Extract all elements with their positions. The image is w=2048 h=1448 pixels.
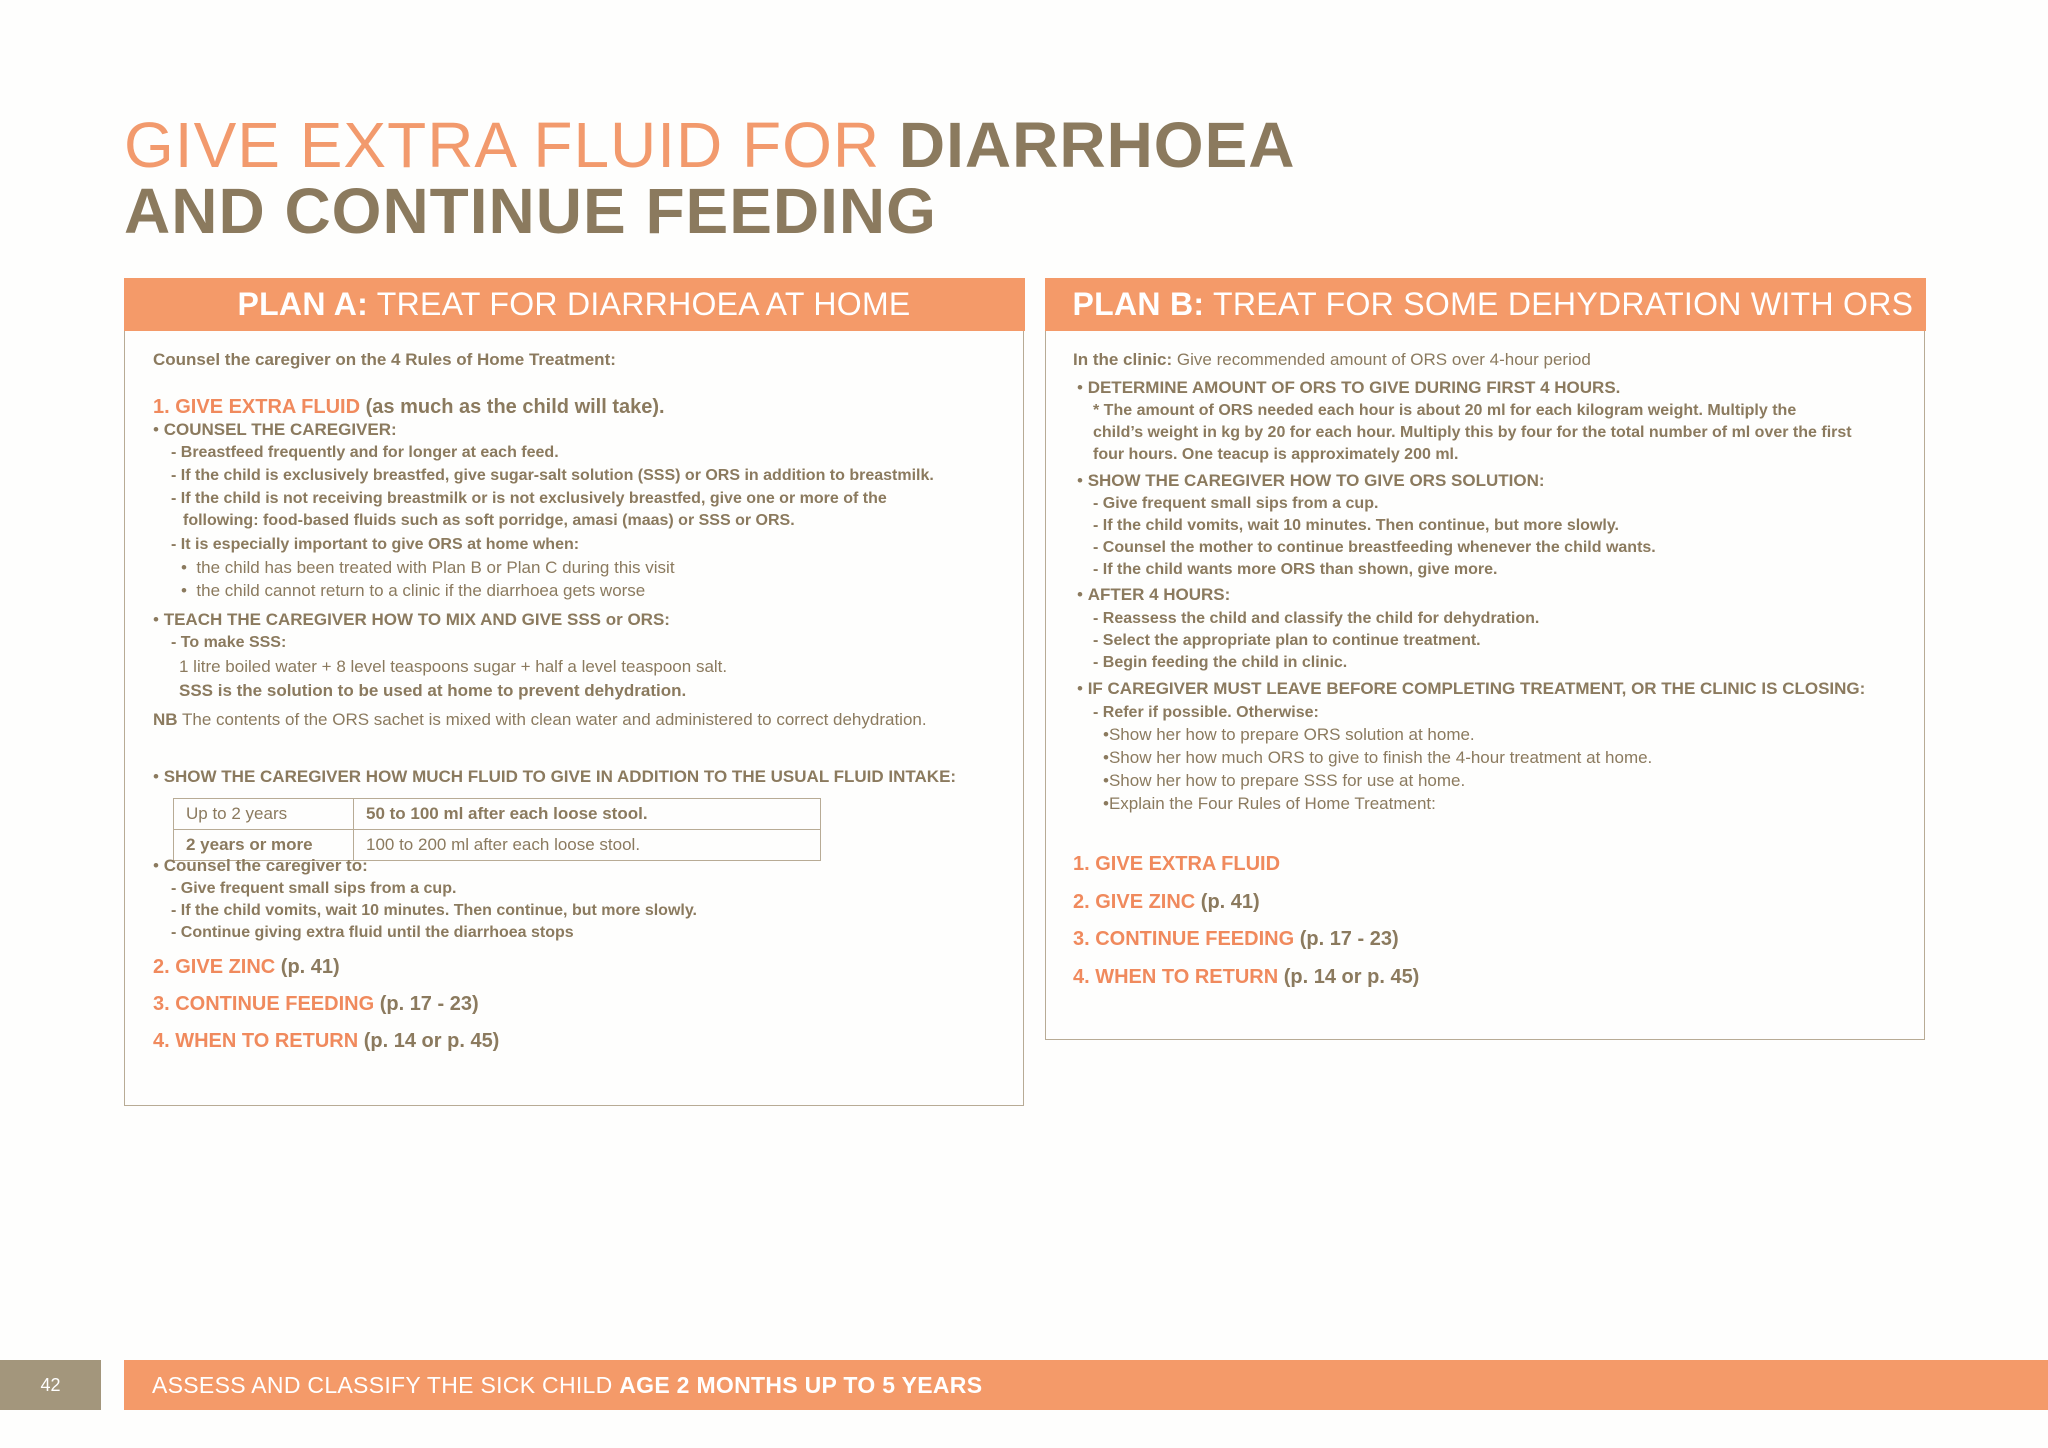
nb-label: NB: [153, 710, 178, 729]
amount-cell: 100 to 200 ml after each loose stool.: [354, 830, 821, 861]
page-title: [124, 109, 1296, 247]
plan-a-step-4: [153, 1029, 499, 1053]
determine-text: child’s weight in kg by 20 for each hour. Multiply this by four for the total number of ml over the first: [1093, 424, 1852, 441]
counsel2-heading: • Counsel the caregiver to:: [153, 856, 368, 875]
table-row: [174, 799, 821, 830]
leave-item: - Refer if possible. Otherwise:: [1093, 704, 1319, 721]
show-ors-item: - Give frequent small sips from a cup.: [1093, 495, 1379, 512]
nb-note: [153, 709, 927, 731]
sub-bullet-text: the child has been treated with Plan B or Plan C during this visit: [196, 558, 675, 577]
sss-note: SSS is the solution to be used at home to prevent dehydration.: [179, 681, 687, 700]
plan-a-header: [124, 278, 1025, 331]
counsel2-item: - Give frequent small sips from a cup.: [171, 880, 457, 897]
title-line-2: AND CONTINUE FEEDING: [124, 175, 937, 247]
after-heading: • AFTER 4 HOURS:: [1077, 585, 1231, 604]
leave-sub-text: Show her how to prepare SSS for use at home.: [1108, 771, 1466, 790]
plan-a-heading: TREAT FOR DIARRHOEA AT HOME: [368, 285, 911, 322]
sss-recipe: 1 litre boiled water + 8 level teaspoons sugar + half a level teaspoon salt.: [179, 657, 728, 676]
plan-b-panel: [1045, 278, 1925, 1040]
plan-a-label: PLAN A:: [237, 285, 369, 322]
step-3-note: (p. 17 - 23): [374, 993, 479, 1015]
plan-a-panel: [124, 278, 1024, 1106]
counsel-item-cont: following: food-based fluids such as soft porridge, amasi (maas) or SSS or ORS.: [183, 512, 795, 529]
footer-text: ASSESS AND CLASSIFY THE SICK CHILD: [152, 1372, 620, 1398]
plan-b-heading: TREAT FOR SOME DEHYDRATION WITH ORS: [1204, 285, 1914, 322]
intro-label: In the clinic:: [1073, 350, 1173, 369]
footer-text-bold: AGE 2 MONTHS UP TO 5 YEARS: [619, 1372, 983, 1398]
plan-b-label: PLAN B:: [1072, 285, 1205, 322]
after-item: - Begin feeding the child in clinic.: [1093, 654, 1348, 671]
counsel-item: - It is especially important to give ORS at home when:: [171, 536, 580, 553]
footer-banner: [124, 1360, 2048, 1410]
step-1-note: (as much as the child will take).: [360, 396, 665, 418]
show-ors-item: - Counsel the mother to continue breastfeeding whenever the child wants.: [1093, 539, 1656, 556]
show-ors-heading: • SHOW THE CAREGIVER HOW TO GIVE ORS SOLUTION:: [1077, 471, 1545, 490]
plan-a-intro: Counsel the caregiver on the 4 Rules of Home Treatment:: [153, 350, 616, 369]
plan-b-intro: [1073, 349, 1591, 371]
counsel-item: - If the child is exclusively breastfed, give sugar-salt solution (SSS) or ORS in addition to breastmilk.: [171, 467, 934, 484]
plan-b-step-4: [1073, 965, 1419, 989]
sub-bullet: • the child cannot return to a clinic if the diarrhoea gets worse: [181, 581, 646, 600]
leave-sub-text: Show her how to prepare ORS solution at home.: [1108, 725, 1475, 744]
nb-text: The contents of the ORS sachet is mixed with clean water and administered to correct dehydration.: [177, 710, 927, 729]
plan-b-step-1: [1073, 852, 1280, 876]
determine-heading: • DETERMINE AMOUNT OF ORS TO GIVE DURING FIRST 4 HOURS.: [1077, 378, 1621, 397]
show-ors-heading-text: SHOW THE CAREGIVER HOW TO GIVE ORS SOLUTION:: [1087, 471, 1545, 490]
step-1-label: 1. GIVE EXTRA FLUID: [1073, 853, 1281, 875]
plan-b-header: [1045, 278, 1926, 331]
counsel2-heading-text: Counsel the caregiver to:: [163, 856, 368, 875]
leave-sub-text: Show her how much ORS to give to finish the 4-hour treatment at home.: [1108, 748, 1653, 767]
after-heading-text: AFTER 4 HOURS:: [1087, 585, 1231, 604]
show-fluid-heading-text: SHOW THE CAREGIVER HOW MUCH FLUID TO GIVE IN ADDITION TO THE USUAL FLUID INTAKE:: [163, 767, 957, 786]
age-cell: Up to 2 years: [174, 799, 354, 830]
step-4-note: (p. 14 or p. 45): [1278, 966, 1420, 988]
plan-b-step-2: [1073, 890, 1260, 914]
show-fluid-heading: • SHOW THE CAREGIVER HOW MUCH FLUID TO GIVE IN ADDITION TO THE USUAL FLUID INTAKE:: [153, 767, 957, 786]
intro-text: Give recommended amount of ORS over 4-hour period: [1172, 350, 1591, 369]
counsel-item: - If the child is not receiving breastmilk or is not exclusively breastfed, give one or more of the: [171, 490, 887, 507]
leave-heading-text: IF CAREGIVER MUST LEAVE BEFORE COMPLETING TREATMENT, OR THE CLINIC IS CLOSING:: [1087, 679, 1866, 698]
after-item: - Select the appropriate plan to continue treatment.: [1093, 632, 1481, 649]
teach-heading: • TEACH THE CAREGIVER HOW TO MIX AND GIVE SSS or ORS:: [153, 610, 670, 629]
title-line-1: [124, 109, 1296, 181]
teach-heading-text: TEACH THE CAREGIVER HOW TO MIX AND GIVE SSS or ORS:: [163, 610, 670, 629]
title-light-part: GIVE EXTRA FLUID FOR: [124, 109, 899, 181]
step-4-label: 4. WHEN TO RETURN: [1073, 966, 1279, 988]
sub-bullet-text: the child cannot return to a clinic if the diarrhoea gets worse: [196, 581, 646, 600]
step-1-label: 1. GIVE EXTRA FLUID: [153, 396, 361, 418]
step-2-note: (p. 41): [1195, 891, 1260, 913]
counsel-heading: • COUNSEL THE CAREGIVER:: [153, 420, 397, 439]
step-3-note: (p. 17 - 23): [1294, 928, 1399, 950]
leave-sub-bullet: •Show her how much ORS to give to finish the 4-hour treatment at home.: [1103, 748, 1653, 767]
teach-item: - To make SSS:: [171, 634, 287, 651]
leave-heading: • IF CAREGIVER MUST LEAVE BEFORE COMPLETING TREATMENT, OR THE CLINIC IS CLOSING:: [1077, 679, 1866, 698]
leave-sub-bullet: •Show her how to prepare SSS for use at home.: [1103, 771, 1466, 790]
page-number: 42: [0, 1360, 101, 1410]
amount-cell: 50 to 100 ml after each loose stool.: [354, 799, 821, 830]
after-item: - Reassess the child and classify the child for dehydration.: [1093, 610, 1540, 627]
show-ors-item: - If the child wants more ORS than shown, give more.: [1093, 561, 1498, 578]
step-4-label: 4. WHEN TO RETURN: [153, 1030, 359, 1052]
leave-sub-bullet: •Show her how to prepare ORS solution at home.: [1103, 725, 1475, 744]
step-2-label: 2. GIVE ZINC: [153, 956, 276, 978]
determine-heading-text: DETERMINE AMOUNT OF ORS TO GIVE DURING FIRST 4 HOURS.: [1087, 378, 1621, 397]
step-2-note: (p. 41): [275, 956, 340, 978]
counsel-item: - Breastfeed frequently and for longer at each feed.: [171, 444, 559, 461]
step-3-label: 3. CONTINUE FEEDING: [153, 993, 375, 1015]
determine-text: four hours. One teacup is approximately 200 ml.: [1093, 446, 1459, 463]
counsel2-item: - If the child vomits, wait 10 minutes. Then continue, but more slowly.: [171, 902, 697, 919]
fluid-amount-table: [173, 798, 821, 861]
show-ors-item: - If the child vomits, wait 10 minutes. Then continue, but more slowly.: [1093, 517, 1619, 534]
determine-text: * The amount of ORS needed each hour is about 20 ml for each kilogram weight. Multiply the: [1093, 402, 1797, 419]
plan-b-step-3: [1073, 927, 1399, 951]
title-bold-part: DIARRHOEA: [898, 109, 1296, 181]
counsel2-item: - Continue giving extra fluid until the diarrhoea stops: [171, 924, 574, 941]
plan-a-step-1: [153, 395, 665, 419]
leave-sub-text: Explain the Four Rules of Home Treatment:: [1108, 794, 1436, 813]
leave-sub-bullet: •Explain the Four Rules of Home Treatment:: [1103, 794, 1436, 813]
plan-a-step-3: [153, 992, 479, 1016]
step-4-note: (p. 14 or p. 45): [358, 1030, 500, 1052]
step-3-label: 3. CONTINUE FEEDING: [1073, 928, 1295, 950]
age-cell: 2 years or more: [174, 830, 354, 861]
step-2-label: 2. GIVE ZINC: [1073, 891, 1196, 913]
plan-a-step-2: [153, 955, 340, 979]
sub-bullet: • the child has been treated with Plan B or Plan C during this visit: [181, 558, 675, 577]
counsel-heading-text: COUNSEL THE CAREGIVER:: [163, 420, 397, 439]
